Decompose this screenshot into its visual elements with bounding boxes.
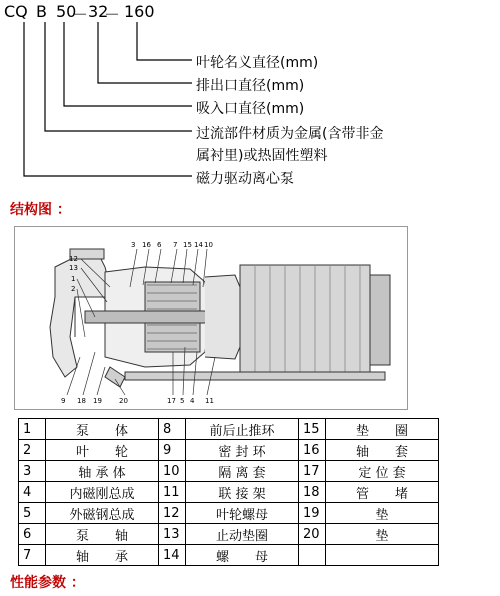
model-dash-1: － (72, 5, 89, 24)
part-number: 13 (159, 524, 186, 545)
part-number: 16 (299, 440, 326, 461)
diagram-label: 11 (205, 397, 214, 405)
table-row (19, 503, 439, 524)
diagram-label: 7 (173, 241, 178, 249)
part-name: 密 封 环 (186, 440, 299, 461)
part-number (299, 545, 326, 566)
part-name: 叶轮螺母 (186, 503, 299, 524)
part-name: 前后止推环 (186, 419, 299, 440)
table-row (19, 440, 439, 461)
diagram-label: 14 (194, 241, 203, 249)
part-name: 垫 圈 (326, 419, 439, 440)
diagram-label: 3 (131, 241, 136, 249)
diagram-label: 1 (71, 275, 76, 283)
part-number: 17 (299, 461, 326, 482)
pump-cross-section (15, 227, 407, 409)
part-name: 内磁刚总成 (46, 482, 159, 503)
table-row (19, 482, 439, 503)
part-name: 垫 (326, 503, 439, 524)
desc-impeller-diameter: 叶轮名义直径(mm) (196, 55, 319, 71)
structure-title: 结构图 ： (10, 202, 71, 218)
desc-material-line2: 属衬里)或热固性塑料 (196, 148, 328, 164)
model-dash-2: － (104, 5, 121, 24)
diagram-label: 13 (69, 264, 78, 272)
part-name: 轴 承 体 (46, 461, 159, 482)
part-name: 垫 (326, 524, 439, 545)
model-part-cq: CQ (4, 2, 28, 21)
parts-table (18, 418, 439, 566)
diagram-label: 20 (119, 397, 128, 405)
part-number: 9 (159, 440, 186, 461)
diagram-label: 17 (167, 397, 176, 405)
part-name: 联 接 架 (186, 482, 299, 503)
table-row (19, 524, 439, 545)
part-number: 11 (159, 482, 186, 503)
diagram-label: 12 (69, 255, 78, 263)
part-number: 8 (159, 419, 186, 440)
part-name: 管 堵 (326, 482, 439, 503)
table-row (19, 419, 439, 440)
performance-title: 性能参数 ： (10, 575, 85, 591)
part-name: 外磁钢总成 (46, 503, 159, 524)
desc-material-line1: 过流部件材质为金属(含带非金 (196, 126, 384, 142)
diagram-label: 5 (180, 397, 185, 405)
pump-structure-diagram (14, 226, 408, 410)
table-row (19, 461, 439, 482)
diagram-label: 6 (157, 241, 162, 249)
part-number: 14 (159, 545, 186, 566)
part-number: 7 (19, 545, 46, 566)
part-number: 4 (19, 482, 46, 503)
part-name: 泵 体 (46, 419, 159, 440)
diagram-label: 19 (93, 397, 102, 405)
part-number: 5 (19, 503, 46, 524)
model-part-impeller: 160 (124, 2, 155, 21)
desc-inlet-diameter: 吸入口直径(mm) (196, 101, 305, 117)
diagram-label: 15 (183, 241, 192, 249)
part-number: 15 (299, 419, 326, 440)
part-number: 10 (159, 461, 186, 482)
model-part-inlet: 50 (56, 2, 77, 21)
part-name: 叶 轮 (46, 440, 159, 461)
part-name: 螺 母 (186, 545, 299, 566)
part-number: 1 (19, 419, 46, 440)
diagram-label: 16 (142, 241, 151, 249)
diagram-label: 18 (77, 397, 86, 405)
table-row (19, 545, 439, 566)
model-part-b: B (36, 2, 47, 21)
part-number: 12 (159, 503, 186, 524)
part-number: 2 (19, 440, 46, 461)
part-number: 20 (299, 524, 326, 545)
diagram-label: 10 (204, 241, 213, 249)
diagram-label: 9 (61, 397, 66, 405)
model-part-outlet: 32 (88, 2, 109, 21)
part-name: 隔 离 套 (186, 461, 299, 482)
part-name: 轴 承 (46, 545, 159, 566)
part-number: 19 (299, 503, 326, 524)
part-number: 6 (19, 524, 46, 545)
diagram-label: 2 (71, 285, 76, 293)
part-number: 18 (299, 482, 326, 503)
part-name: 止动垫圈 (186, 524, 299, 545)
part-name: 泵 轴 (46, 524, 159, 545)
part-number: 3 (19, 461, 46, 482)
diagram-label: 4 (190, 397, 195, 405)
desc-pump-type: 磁力驱动离心泵 (196, 171, 294, 187)
part-name: 定 位 套 (326, 461, 439, 482)
part-name: 轴 套 (326, 440, 439, 461)
desc-outlet-diameter: 排出口直径(mm) (196, 78, 305, 94)
part-name (326, 545, 439, 566)
